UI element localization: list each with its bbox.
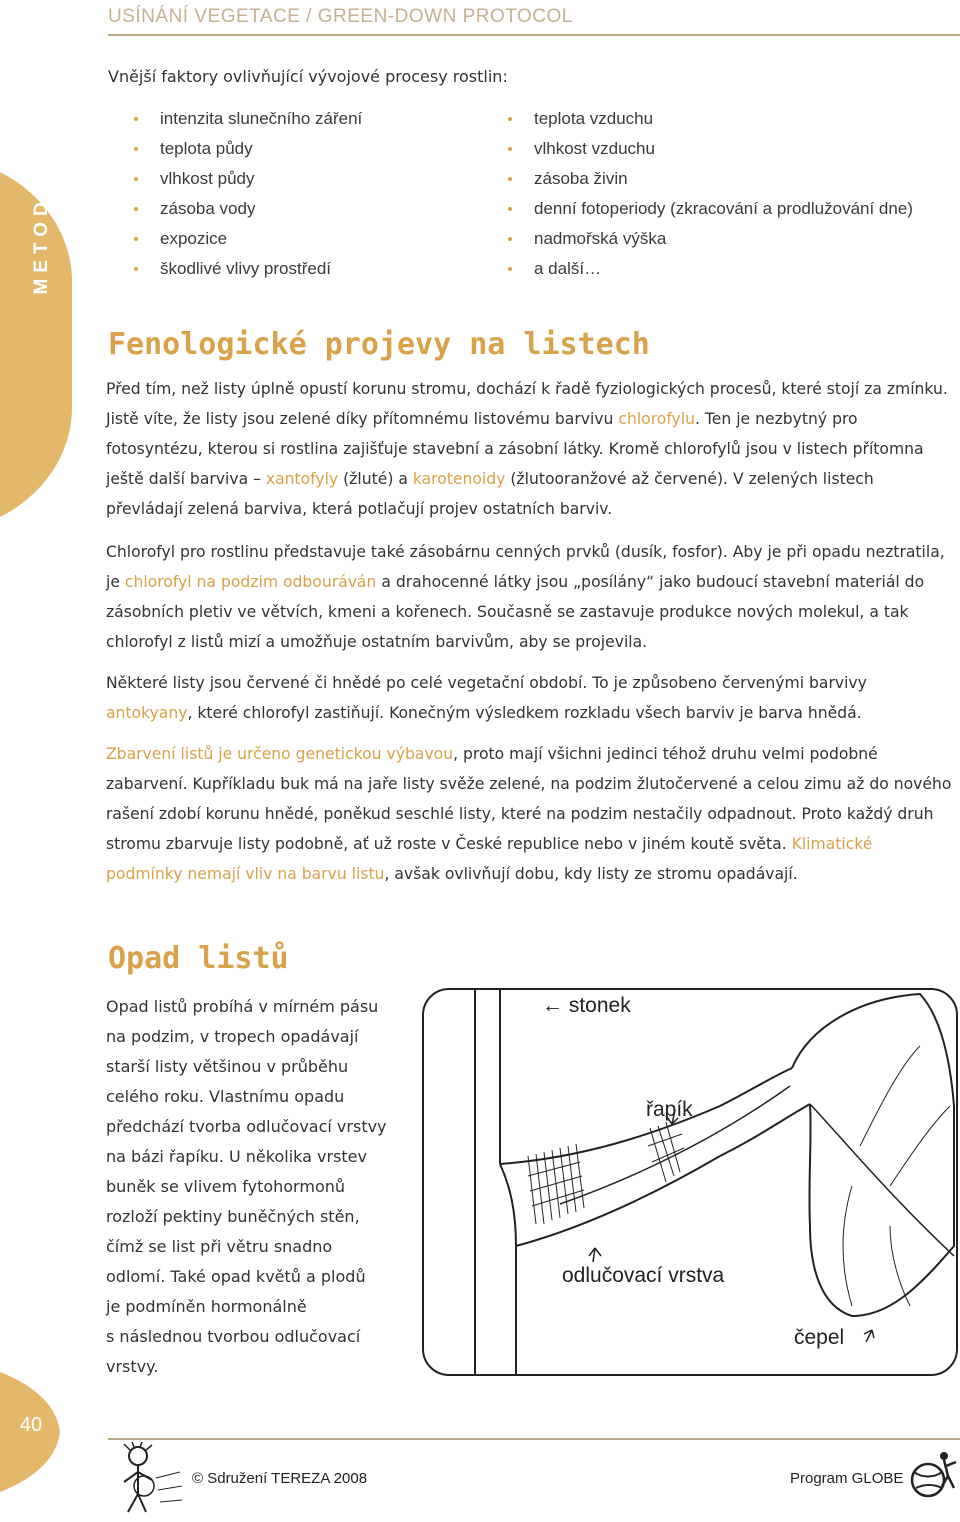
paragraph-pigments [106, 374, 952, 524]
text-line: čímž se list při větru snadno [106, 1237, 333, 1256]
list-item: vlhkost vzduchu [508, 134, 913, 164]
list-item: zásoba živin [508, 164, 913, 194]
highlight-klimaticke-podminky: Klimatické podmínky nemají vliv na barvu listu [106, 835, 873, 883]
factors-list-right [508, 104, 913, 284]
highlight-geneticka-vybava: Zbarvení listů je určeno genetickou výbavou [106, 745, 454, 763]
text-line: starší listy většinou v průběhu [106, 1057, 349, 1076]
list-item: zásoba vody [134, 194, 362, 224]
list-item: škodlivé vlivy prostředí [134, 254, 362, 284]
label-stonek: ← stonek [542, 994, 631, 1017]
side-tab-label: METODIKA [31, 145, 52, 295]
highlight-chlorofyl: chlorofylu [618, 410, 695, 428]
text-line: rozloží pektiny buněčných stěn, [106, 1207, 360, 1226]
list-item: teplota půdy [134, 134, 362, 164]
highlight-karotenoidy: karotenoidy [412, 470, 506, 488]
page-header [108, 4, 960, 36]
text-run: , které chlorofyl zastiňují. Konečným výsledkem rozkladu všech barviv je barva hnědá. [187, 704, 862, 722]
highlight-xantofyly: xantofyly [265, 470, 339, 488]
intro-text: Vnější faktory ovlivňující vývojové procesy rostlin: [108, 67, 508, 86]
footer-rule [108, 1438, 960, 1440]
highlight-antokyany: antokyany [106, 704, 188, 722]
list-item: a další… [508, 254, 913, 284]
factors-list-left [134, 104, 362, 284]
paragraph-opad [106, 992, 396, 1382]
paragraph-zbarveni [106, 739, 952, 889]
footer-copyright: © Sdružení TEREZA 2008 [192, 1470, 368, 1487]
tereza-logo-icon [108, 1442, 186, 1518]
label-cepel: čepel [794, 1326, 845, 1349]
text-line: odlomí. Také opad květů a plodů [106, 1267, 366, 1286]
label-odlucovaci-vrstva: odlučovací vrstva [562, 1264, 725, 1287]
list-item: denní fotoperiody (zkracování a prodlužování dne) [508, 194, 913, 224]
list-item: teplota vzduchu [508, 104, 913, 134]
text-run: . Ten je nezbytný pro fotosyntézu, kterou si rostlina zajišťuje stavební a zásobní látky. Kromě chlorofylů jsou v listech přítomna ještě další barviva – [106, 410, 924, 488]
list-item: nadmořská výška [508, 224, 913, 254]
leaf-abscission-illustration [420, 986, 960, 1378]
globe-logo-icon [904, 1448, 958, 1508]
text-line: vrstvy. [106, 1357, 159, 1376]
header-title: USÍNÁNÍ VEGETACE / GREEN-DOWN PROTOCOL [108, 6, 573, 27]
illustration-drawing [420, 986, 960, 1378]
label-rapik: řapík [646, 1098, 693, 1121]
footer-program: Program GLOBE [790, 1470, 904, 1487]
text-line: na podzim, v tropech opadávají [106, 1027, 359, 1046]
paragraph-antokyany [106, 668, 952, 728]
section-heading-opad: Opad listů [108, 941, 289, 976]
text-run: (žluté) a [338, 470, 413, 488]
text-line: Opad listů probíhá v mírném pásu [106, 997, 379, 1016]
highlight-odbouravani: chlorofyl na podzim odbouráván [124, 573, 377, 591]
text-run: (žlutooranžové až červené). V zelených listech převládají zelená barviva, která potlačují projev ostatních barviv. [106, 470, 874, 518]
side-tab [0, 145, 102, 517]
text-run: Chlorofyl pro rostlinu představuje také zásobárnu cenných prvků (dusík, fosfor). Aby je při opadu neztratila, je [106, 543, 945, 591]
text-run: , avšak ovlivňují dobu, kdy listy ze stromu opadávají. [384, 865, 798, 883]
text-run: , proto mají všichni jedinci téhož druhu velmi podobné zabarvení. Kupříkladu buk má na jaře listy svěže zelené, na podzim žlutočervené a celou zimu až do nového rašení zdobí korunu hnědé, poněkud seschlé listy, které na podzim nestačily odpadnout. Proto každý druh stromu zbarvuje listy podobně, ať už roste v České republice nebo v jiném koutě světa. [106, 745, 952, 853]
text-line: buněk se vlivem fytohormonů [106, 1177, 346, 1196]
paragraph-chlorofyl [106, 537, 952, 657]
text-run: a drahocenné látky jsou „posílány“ jako budoucí stavební materiál do zásobních pletiv ve větvích, kmeni a kořenech. Současně se zastavuje produkce nových molekul, a tak chlorofyl z listů mizí a umožňuje ostatním barvivům, aby se projevila. [106, 573, 925, 651]
text-run: Před tím, než listy úplně opustí korunu stromu, dochází k řadě fyziologických procesů, které stojí za zmínku. Jistě víte, že listy jsou zelené díky přítomnému listovému barvivu [106, 380, 948, 428]
text-run: Některé listy jsou červené či hnědé po celé vegetační období. To je způsobeno červenými barvivy [106, 674, 867, 692]
text-line: je podmíněn hormonálně [106, 1297, 307, 1316]
text-line: celého roku. Vlastnímu opadu [106, 1087, 345, 1106]
list-item: vlhkost půdy [134, 164, 362, 194]
section-heading-fenologie: Fenologické projevy na listech [108, 327, 650, 362]
list-item: expozice [134, 224, 362, 254]
text-line: s následnou tvorbou odlučovací [106, 1327, 361, 1346]
page-number: 40 [19, 1414, 43, 1436]
text-line: předchází tvorba odlučovací vrstvy [106, 1117, 387, 1136]
text-line: na bázi řapíku. U několika vrstev [106, 1147, 367, 1166]
list-item: intenzita slunečního záření [134, 104, 362, 134]
